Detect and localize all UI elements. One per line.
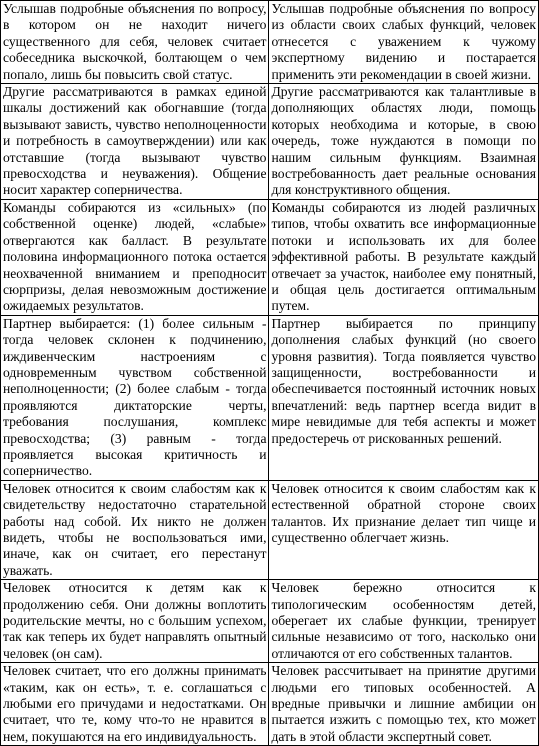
left-cell: Человек относится к своим слабостям как к свидетельству недостаточно старательной работы над собой. Их никто не должен видеть, чтобы не воспользоваться ими, иначе, как он считает, его перестанут уважать. <box>1 480 269 579</box>
table-row <box>1 663 539 746</box>
right-cell: Человек бережно относится к типологическим особенностям детей, оберегает их слабые функции, тренирует сильные независимо от того, насколько они отличаются от его собственных талантов. <box>269 580 539 663</box>
left-cell: Человек считает, что его должны принимать «таким, как он есть», т. е. соглашаться с любыми его причудами и недостатками. Он считает, что те, кому что-то не нравится в нем, покушаются на его индивидуальность. <box>1 663 269 746</box>
right-cell: Услышав подробные объяснения по вопросу из области своих слабых функций, человек отнесется с уважением к чужому экспертному видению и постарается применить эти рекомендации в своей жизни. <box>269 1 539 84</box>
right-cell: Человек относится к своим слабостям как к естественной обратной стороне своих талантов. Их признание делает тип чище и существенно облегчает жизнь. <box>269 480 539 579</box>
right-cell: Человек рассчитывает на принятие другими людьми его типовых особенностей. А вредные привычки и лишние амбиции он пытается изжить с помощью тех, кто может дать в этой области экспертный совет. <box>269 663 539 746</box>
right-cell: Другие рассматриваются как талантливые в дополняющих областях люди, помощь которых необходима и которые, в свою очередь, тоже нуждаются в помощи по нашим сильным функциям. Взаимная востребованность дает реальные основания для конструктивного общения. <box>269 84 539 200</box>
left-cell: Другие рассматриваются в рамках единой шкалы достижений как обогнавшие (тогда вызывают зависть, чувство неполноценности и потребность в самоутверждении) или как отставшие (тогда вызывают чувство превосходства и неуважения). Общение носит характер соперничества. <box>1 84 269 200</box>
left-cell: Партнер выбирается: (1) более сильным - тогда человек склонен к подчинению, иждивенческим настроениям с одновременным чувством собственной неполноценности; (2) более слабым - тогда проявляются диктаторские черты, требования послушания, комплекс превосходства; (3) равным - тогда проявляется высокая критичность и соперничество. <box>1 315 269 480</box>
table-row <box>1 580 539 663</box>
right-cell: Команды собираются из людей различных типов, чтобы охватить все информационные потоки и использовать их для более эффективной работы. В результате каждый отвечает за участок, наиболее ему понятный, и общая цель достигается оптимальным путем. <box>269 199 539 315</box>
table-row <box>1 1 539 84</box>
table-row <box>1 480 539 579</box>
right-cell: Партнер выбирается по принципу дополнения слабых функций (но своего уровня развития). Тогда появляется чувство защищенности, востребованности и обеспечивается постоянный источник новых впечатлений: ведь партнер всегда видит в мире невидимые для тебя аспекты и может предостеречь от рискованных решений. <box>269 315 539 480</box>
table-row <box>1 199 539 315</box>
left-cell: Услышав подробные объяснения по вопросу, в котором он не находит ничего существенного для себя, человек считает собеседника выскочкой, болтающем о чем попало, лишь бы повысить свой статус. <box>1 1 269 84</box>
left-cell: Команды собираются из «сильных» (по собственной оценке) людей, «слабые» отвергаются как балласт. В результате половина информационного потока остается неохваченной вниманием и преподносит сюрпризы, делая невозможным достижение ожидаемых результатов. <box>1 199 269 315</box>
left-cell: Человек относится к детям как к продолжению себя. Они должны воплотить родительские мечты, но с большим успехом, так как теперь их будет направлять опытный человек (он сам). <box>1 580 269 663</box>
table-row <box>1 84 539 200</box>
table-row <box>1 315 539 480</box>
